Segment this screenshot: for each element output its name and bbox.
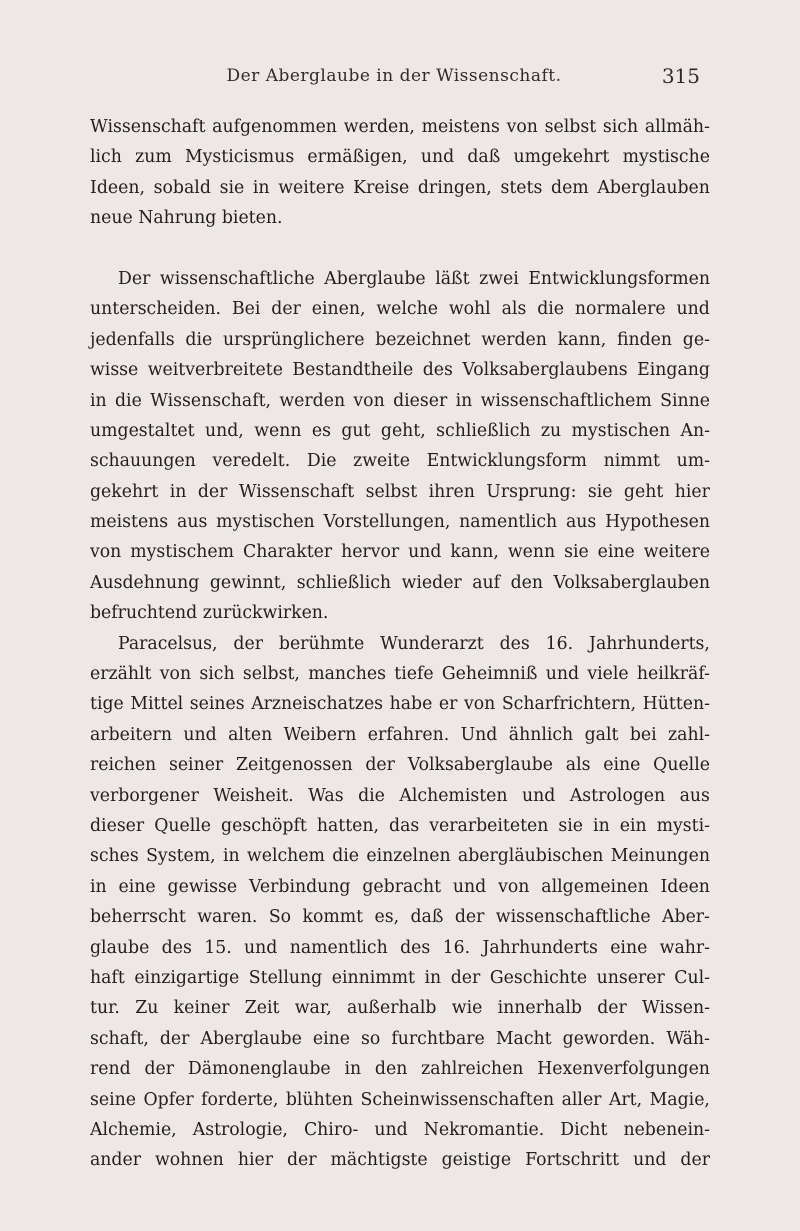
text-line: lich zum Mysticismus ermäßigen, und daß umgekehrt mystische (90, 147, 710, 168)
text-line: tige Mittel seines Arzneischatzes habe er von Scharfrichtern, Hütten- (90, 694, 710, 715)
text-line: jedenfalls die ursprünglichere bezeichnet werden kann, finden ge- (90, 329, 710, 350)
text-line: meistens aus mystischen Vorstellungen, namentlich aus Hypothesen (90, 512, 710, 533)
text-line: rend der Dämonenglaube in den zahlreichen Hexenverfolgungen (90, 1059, 710, 1080)
text-line: Ausdehnung gewinnt, schließlich wieder auf den Volksaberglauben (90, 572, 710, 593)
text-line: schauungen veredelt. Die zweite Entwicklungsform nimmt um- (90, 451, 710, 472)
text-line: unterscheiden. Bei der einen, welche wohl als die normalere und (90, 299, 710, 320)
text-line: tur. Zu keiner Zeit war, außerhalb wie innerhalb der Wissen- (90, 998, 710, 1019)
text-line: in die Wissenschaft, werden von dieser in wissenschaftlichem Sinne (90, 390, 710, 411)
text-line: in eine gewisse Verbindung gebracht und von allgemeinen Ideen (90, 876, 710, 897)
text-line: sches System, in welchem die einzelnen abergläubischen Meinungen (90, 846, 710, 867)
paragraph (90, 112, 710, 234)
page-number: 315 (661, 64, 700, 88)
text-line: schaft, der Aberglaube eine so furchtbare Macht geworden. Wäh- (90, 1028, 710, 1049)
text-line: gekehrt in der Wissenschaft selbst ihren Ursprung: sie geht hier (90, 481, 710, 502)
text-line: Paracelsus, der berühmte Wunderarzt des 16. Jahrhunderts, (118, 633, 710, 654)
text-line: erzählt von sich selbst, manches tiefe Geheimniß und viele heilkräf- (90, 664, 710, 685)
text-line: ander wohnen hier der mächtigste geistige Fortschritt und der (90, 1150, 710, 1171)
paragraph (90, 629, 710, 1176)
text-line: dieser Quelle geschöpft hatten, das verarbeiteten sie in ein mysti- (90, 815, 710, 836)
text-line: reichen seiner Zeitgenossen der Volksaberglaube als eine Quelle (90, 755, 710, 776)
paragraph (90, 264, 710, 629)
text-line: neue Nahrung bieten. (90, 208, 283, 229)
text-line: glaube des 15. und namentlich des 16. Jahrhunderts eine wahr- (90, 937, 710, 958)
body-text (90, 112, 710, 1176)
paragraph-gap (90, 234, 710, 264)
running-head: Der Aberglaube in der Wissenschaft. (226, 66, 562, 86)
text-line: umgestaltet und, wenn es gut geht, schließlich zu mystischen An- (90, 420, 710, 441)
text-line: Alchemie, Astrologie, Chiro- und Nekromantie. Dicht nebenein- (90, 1119, 710, 1140)
text-line: von mystischem Charakter hervor und kann, wenn sie eine weitere (90, 542, 710, 563)
text-line: arbeitern und alten Weibern erfahren. Und ähnlich galt bei zahl- (90, 724, 710, 745)
text-line: seine Opfer forderte, blühten Scheinwissenschaften aller Art, Magie, (90, 1089, 710, 1110)
text-line: wisse weitverbreitete Bestandtheile des Volksaberglaubens Eingang (90, 360, 710, 381)
text-line: befruchtend zurückwirken. (90, 603, 329, 624)
text-line: Wissenschaft aufgenommen werden, meistens von selbst sich allmäh- (90, 117, 710, 137)
text-line: haft einzigartige Stellung einnimmt in der Geschichte unserer Cul- (90, 967, 710, 988)
text-line: Der wissenschaftliche Aberglaube läßt zwei Entwicklungsformen (118, 268, 710, 289)
text-line: verborgener Weisheit. Was die Alchemisten und Astrologen aus (90, 785, 710, 806)
text-line: Ideen, sobald sie in weitere Kreise dringen, stets dem Aberglauben (90, 177, 710, 198)
text-line: beherrscht waren. So kommt es, daß der wissenschaftliche Aber- (90, 907, 710, 928)
page-header (78, 62, 710, 92)
